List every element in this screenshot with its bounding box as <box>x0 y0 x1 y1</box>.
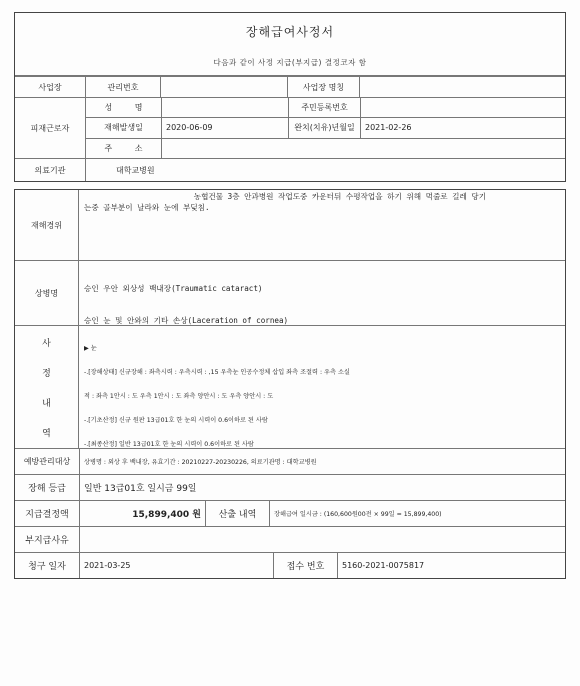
business-name-value <box>359 77 565 97</box>
reason-value <box>79 527 565 552</box>
form-subtitle: 다음과 같이 사정 지급(부지급) 결정코자 함 <box>213 58 367 67</box>
worker-label: 피재근로자 <box>30 123 70 133</box>
amount-label: 지급결정액 <box>25 510 69 520</box>
name-value <box>161 98 288 117</box>
claim-date-value: 2021-03-25 <box>79 553 269 578</box>
accident-block <box>15 190 565 260</box>
hospital-row <box>15 158 565 181</box>
prevention-label: 예방관리대상 <box>23 457 71 466</box>
receipt-label: 접수 번호 <box>273 553 337 578</box>
review-line: -.[기초산정] 신규 원판 13급01호 한 눈의 시력이 0.6이하로 된 사람 <box>84 417 268 424</box>
address-label: 주 소 <box>104 143 143 153</box>
grade-row <box>15 474 565 500</box>
cure-date-value: 2021-02-26 <box>360 118 565 137</box>
address-value <box>161 139 565 158</box>
review-label <box>15 326 79 448</box>
worker-row <box>15 97 565 158</box>
hospital-value: 대학교병원 <box>85 159 565 181</box>
accident-label: 재해경위 <box>15 190 79 260</box>
claim-row <box>15 552 565 578</box>
amount-row <box>15 500 565 526</box>
prevention-text: 상병명 : 외상 후 백내장, 유효기간 : 20210227-20230226, 의료기관명 : 대학교병원 <box>79 449 565 474</box>
calc-value: 장해급여 일시금 : (160,600원00전 × 99일 = 15,899,400) <box>269 501 565 526</box>
assessment-section <box>14 189 566 579</box>
grade-value: 일반 13급01호 일시금 99일 <box>79 475 565 500</box>
claim-date-label: 청구 일자 <box>28 562 66 572</box>
review-line: 적 : 좌측 1안시 : 도 우측 1안시 : 도 좌측 양안시 : 도 우측 양안시 : 도 <box>84 393 274 400</box>
worker-details <box>85 98 565 158</box>
calc-label: 산출 내역 <box>205 501 269 526</box>
business-label: 사업장 <box>38 82 62 92</box>
receipt-value: 5160-2021-0075817 <box>337 553 565 578</box>
business-name-label: 사업장 명칭 <box>287 77 359 97</box>
review-label-char: 정 <box>42 368 51 379</box>
diagnosis-block <box>15 260 565 325</box>
resident-no-value <box>360 98 565 117</box>
mgmt-no-value <box>160 77 287 97</box>
review-line: ▶ 눈 <box>84 345 97 352</box>
reason-label: 부지급사유 <box>25 536 69 546</box>
claim-assessment-form <box>14 12 566 579</box>
diagnosis-line: 승인 눈 및 안와의 기타 손상(Laceration of cornea) <box>84 315 289 325</box>
review-label-char: 역 <box>42 428 51 439</box>
amount-value: 15,899,400 원 <box>79 501 205 526</box>
diagnosis-line: 승인 우안 외상성 백내장(Traumatic cataract) <box>84 284 263 293</box>
resident-no-label: 주민등록번호 <box>288 98 360 117</box>
worker-name-row <box>86 98 565 117</box>
diagnosis-text <box>79 261 565 325</box>
review-block <box>15 325 565 448</box>
form-title: 장해급여사정서 <box>245 25 335 39</box>
accident-date-value: 2020-06-09 <box>161 118 288 137</box>
business-row <box>15 76 565 97</box>
grade-label: 장해 등급 <box>28 484 66 494</box>
worker-dates-row <box>86 117 565 137</box>
accident-date-label: 재해발생일 <box>104 123 143 133</box>
prevention-row <box>15 448 565 474</box>
form-header-section <box>14 12 566 182</box>
review-text <box>79 326 565 448</box>
name-label: 성 명 <box>104 103 143 113</box>
worker-address-row <box>86 138 565 158</box>
reason-row <box>15 526 565 552</box>
form-title-area <box>15 13 565 76</box>
review-label-char: 내 <box>42 398 51 409</box>
cure-date-label: 완치(치유)년월일 <box>288 118 360 137</box>
review-line: -.[최종산정] 일반 13급01호 한 눈의 시력이 0.6이하로 된 사람 <box>84 441 254 448</box>
diagnosis-label: 상병명 <box>15 261 79 325</box>
accident-text: 농협건물 3층 안과병원 작업도중 카운터뒤 수평작업을 하기 위해 먹줄로 길레 당기 는중 골부분이 날라와 눈에 부딪침. <box>84 192 487 212</box>
review-label-char: 사 <box>42 338 51 349</box>
mgmt-no-label: 관리번호 <box>85 77 160 97</box>
review-line: -.[장해상태] 신규장해 : 좌측시력 : 우측시력 : ,15 우측눈 인공수정체 삽입 좌측 조절력 : 우측 소실 <box>84 369 350 376</box>
hospital-label: 의료기관 <box>34 165 66 175</box>
